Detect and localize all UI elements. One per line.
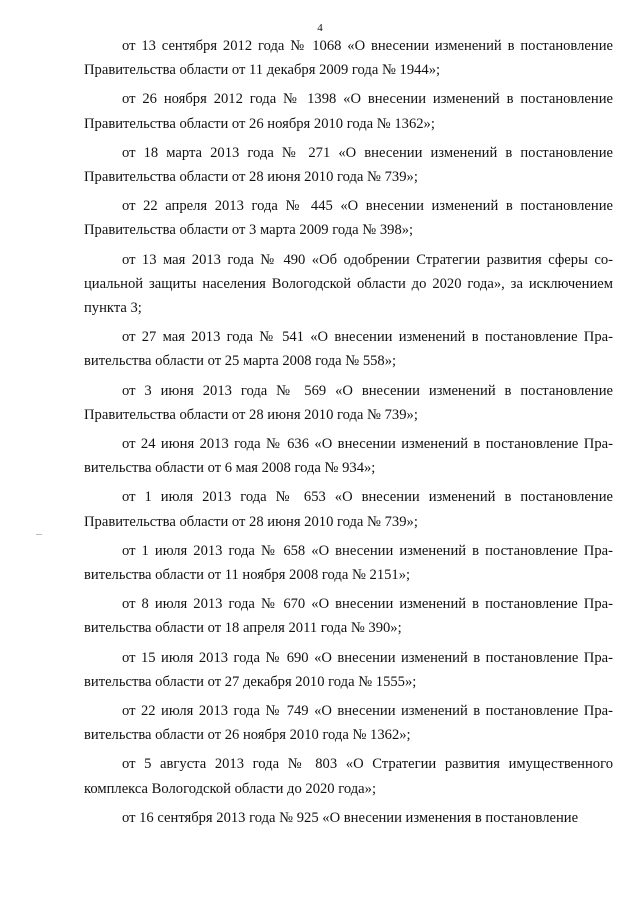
margin-mark	[36, 534, 42, 535]
paragraph-15: от 16 сентября 2013 года № 925 «О внесении изменения в постановление	[122, 809, 579, 826]
paragraph-6: от 27 мая 2013 года № 541 «О внесении изменений в постановление Правительства области от 25 марта 2008 года № 558»;	[84, 329, 613, 370]
paragraph-13: от 22 июля 2013 года № 749 «О внесении изменений в постановление Правительства области от 26 ноября 2010 года № 1362»;	[84, 703, 613, 744]
paragraph-10: от 1 июля 2013 года № 658 «О внесении изменений в постановление Правительства области от 11 ноября 2008 года № 2151»;	[84, 542, 613, 584]
paragraph-8: от 24 июня 2013 года № 636 «О внесении изменений в постановление Правительства области от 6 мая 2008 года № 934»;	[84, 436, 613, 477]
paragraph-14: от 5 августа 2013 года № 803 «О Стратегии развития имущественного комплекса Вологодской области до 2020 года»;	[84, 756, 613, 797]
paragraph-11: от 8 июля 2013 года № 670 «О внесении изменений в постановление Правительства области от 18 апреля 2011 года № 390»;	[84, 596, 613, 637]
paragraph-1: от 13 сентября 2012 года № 1068 «О внесении изменений в постановление Правительства области от 11 декабря 2009 года № 1944»;	[84, 38, 613, 79]
paragraph-5: от 13 мая 2013 года № 490 «Об одобрении Стратегии развития сферы социальной защиты населения Вологодской области до 2020 года», за исключением пункта 3;	[84, 251, 613, 317]
paragraph-2: от 26 ноября 2012 года № 1398 «О внесении изменений в постановление Правительства области от 26 ноября 2010 года № 1362»;	[84, 91, 613, 132]
paragraph-9: от 1 июля 2013 года № 653 «О внесении изменений в постановление Правительства области от 28 июня 2010 года № 739»;	[84, 489, 613, 530]
page-number: 4	[317, 22, 323, 34]
paragraph-7: от 3 июня 2013 года № 569 «О внесении изменений в постановление Правительства области от 28 июня 2010 года № 739»;	[84, 382, 613, 423]
paragraph-3: от 18 марта 2013 года № 271 «О внесении изменений в постановление Правительства области от 28 июня 2010 года № 739»;	[84, 144, 613, 186]
paragraph-12: от 15 июля 2013 года № 690 «О внесении изменений в постановление Правительства области от 27 декабря 2010 года № 1555»;	[84, 649, 613, 690]
document-body	[84, 34, 613, 835]
paragraph-4: от 22 апреля 2013 года № 445 «О внесении изменений в постановление Правительства области от 3 марта 2009 года № 398»;	[84, 198, 613, 239]
